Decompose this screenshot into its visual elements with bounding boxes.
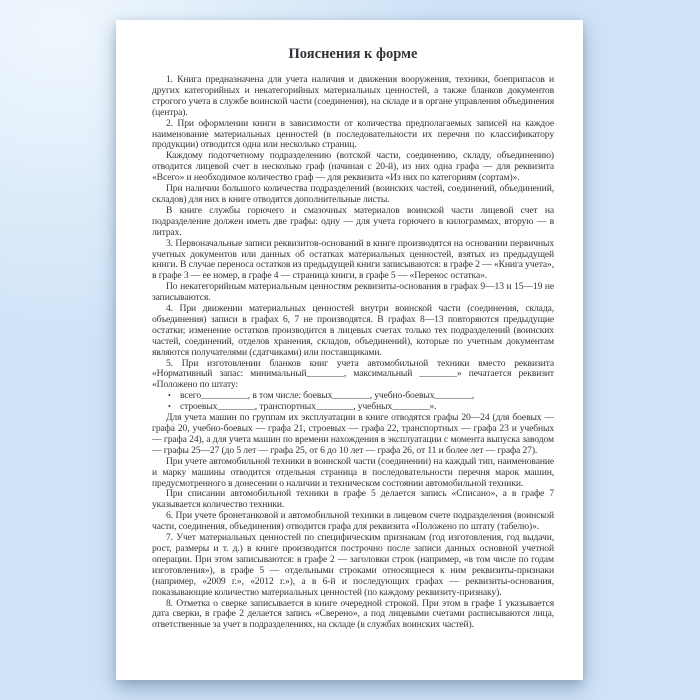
document-page xyxy=(116,20,583,680)
bullet-text: строевых________, транспортных________, учебных________». xyxy=(180,401,437,413)
paragraph: При учете автомобильной техники в воинской части (соединении) на каждый тип, наименование и марку машины отводится отдельная страница в последовательности перечня марок машин, предусмотренного в донесении о наличии и техническом состоянии автомобильной техники. xyxy=(152,455,554,489)
paragraph: 4. При движении материальных ценностей внутри воинской части (соединения, склада, объединения) записи в графах 6, 7 не производятся. В графах 8—13 повторяются предыдущие остатки; изменение остатков производится в лицевых счетах только тех подразделений (воинских частей, соединений, отделов хранения, складов, объединений), которые по учетным документам являются получателями (сдатчиками) или поставщиками. xyxy=(152,303,554,358)
paragraph: Каждому подотчетному подразделению (вотской части, соединению, складу, объединению) отводится лицевой счет в несколько граф (начиная с 20-й), из них одна графа — для реквизита «Всего» и необходимое количество граф — для реквизита «Из них по категориям (сортам)». xyxy=(152,150,554,184)
paragraph: При списании автомобильной техники в графе 5 делается запись «Списано», а в графе 7 указывается количество техники. xyxy=(152,488,554,511)
paragraph: В книге службы горючего и смазочных материалов воинской части лицевой счет на подразделение должен иметь две графы: одну — для учета горючего в килограммах, вторую — в литрах. xyxy=(152,204,554,238)
paragraph: 1. Книга предназначена для учета наличия и движения вооружения, техники, боеприпасов и других категорийных и некатегорийных материальных ценностей, а также бланков документов строгого учета в службе воинской части (соединения), на складе и в органе управления объединения (центра). xyxy=(152,74,554,118)
document-title: Пояснения к форме xyxy=(288,46,418,62)
document-body xyxy=(152,75,554,631)
bullet-icon: • xyxy=(168,391,171,401)
bullet-text: всего__________, в том числе: боевых________, учебно-боевых________, xyxy=(180,390,475,402)
paragraph: 5. При изготовлении бланков книг учета автомобильной техники вместо реквизита «Нормативный запас: минимальный________, максимальный ________» печатается реквизит «Положено по штату: xyxy=(152,357,554,391)
paragraph: 8. Отметка о сверке записывается в книге очередной строкой. При этом в графе 1 указывается дата сверки, в графе 2 делается запись «Сверено», а под лицевыми счетами расписываются лица, ответственные за учет в подразделениях, на складе (в службах воинских частей). xyxy=(152,597,554,631)
paragraph: 7. Учет материальных ценностей по специфическим признакам (год изготовления, год выдачи, рост, размеры и т. д.) в книге производится построчно после записи данных основной учетной операции. При этом записываются: в графе 2 — заголовки строк (например, «в том числе по годам изготовления»), в графе 5 — отдельными строками относящиеся к ним реквизиты-признаки (например, «2009 г.», «2012 г.»), а в 6-й и последующих графах — реквизиты-основания, показывающие количество материальных ценностей (по каждому реквизиту-признаку). xyxy=(152,532,554,598)
paragraph: Для учета машин по группам их эксплуатации в книге отводятся графы 20—24 (для боевых — графа 20, учебно-боевых — графа 21, строевых — графа 22, транспортных — графа 23 и учебных — графа 24), а для учета машин по времени нахождения в эксплуатации с момента выпуска заводом — графы 25—27 (до 5 лет — графа 25, от 6 до 10 лет — графа 26, от 11 и более лет — графа 27). xyxy=(152,412,554,456)
paragraph: 2. При оформлении книги в зависимости от количества предполагаемых записей на каждое наименование материальных ценностей (в последовательности их перечня по классификатору продукции) отводится одна или несколько страниц. xyxy=(152,117,554,151)
paragraph: 3. Первоначальные записи реквизитов-оснований в книге производятся на основании первичных учетных документов или данных об остатках материальных ценностей, взятых из предыдущей книги. В случае переноса остатков из предыдущей книги записываются: в графе 2 — «Книга учета», в графе 3 — ее номер, в графе 4 — страница книги, в графе 5 — «Перенос остатка». xyxy=(152,237,554,282)
paragraph: При наличии большого количества подразделений (воинских частей, соединений, объединений, складов) для них в книге отводятся дополнительные листы. xyxy=(152,183,554,205)
bullet-item xyxy=(152,402,554,413)
paragraph: 6. При учете бронетанковой и автомобильной техники в лицевом счете подразделения (воинской части, соединения, объединения) отводится графа для реквизита «Положено по штату (табелю)». xyxy=(152,510,554,533)
bullet-icon: • xyxy=(168,402,171,412)
paragraph: По некатегорийным материальным ценностям реквизиты-основания в графах 9—13 и 15—19 не записываются. xyxy=(152,281,554,304)
